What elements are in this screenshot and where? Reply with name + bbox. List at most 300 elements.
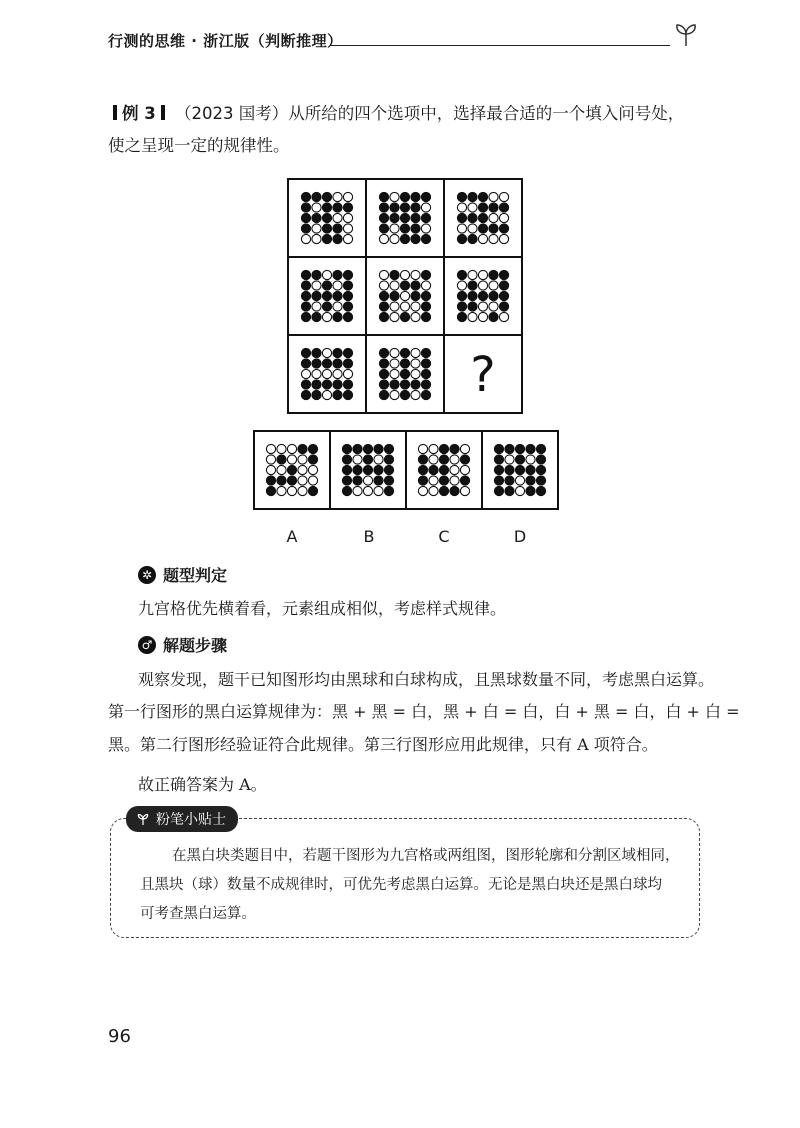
puzzle-cell-5-ball xyxy=(421,270,430,279)
puzzle-cell-4-ball xyxy=(322,312,331,321)
tip-text xyxy=(140,842,680,929)
puzzle-cell-6-ball xyxy=(457,312,466,321)
option-a-ball xyxy=(277,486,286,495)
puzzle-cell-5-ball xyxy=(411,291,420,300)
puzzle-cell-6-ball xyxy=(499,281,508,290)
puzzle-cell-3-ball xyxy=(457,213,466,222)
option-c-ball xyxy=(439,486,448,495)
tip-line-2: 且黑块（球）数量不成规律时，可优先考虑黑白运算。无论是黑白块还是黑白球均 xyxy=(140,877,662,893)
tip-label: 粉笔小贴士 xyxy=(156,812,226,828)
puzzle-cell-6-ball xyxy=(489,302,498,311)
puzzle-cell-4-ball xyxy=(312,291,321,300)
puzzle-cell-7-ball xyxy=(333,380,342,389)
option-a-ball xyxy=(287,444,296,453)
puzzle-cell-8-ball xyxy=(400,390,409,399)
puzzle-cell-3-ball xyxy=(478,213,487,222)
puzzle-cell-6-ball xyxy=(499,270,508,279)
option-a-ball xyxy=(308,444,317,453)
puzzle-cell-5-ball xyxy=(421,302,430,311)
puzzle-cell-7-ball xyxy=(301,380,310,389)
option-c-ball xyxy=(450,486,459,495)
option-d-ball xyxy=(494,455,503,464)
option-c-ball xyxy=(439,444,448,453)
tip-line-1: 在黑白块类题目中，若题干图形为九宫格或两组图，图形轮廓和分割区域相同， xyxy=(172,848,680,864)
puzzle-cell-7-ball xyxy=(312,390,321,399)
option-b-ball xyxy=(353,455,362,464)
option-c-ball xyxy=(460,465,469,474)
option-c-ball xyxy=(450,455,459,464)
puzzle-cell-5-ball xyxy=(379,302,388,311)
puzzle-cell-7-ball xyxy=(301,359,310,368)
puzzle-cell-6-ball xyxy=(468,312,477,321)
puzzle-cell-6-ball xyxy=(478,312,487,321)
steps-line-1: 观察发现，题干已知图形均由黑球和白球构成，且黑球数量不同，考虑黑白运算。 xyxy=(138,670,715,689)
puzzle-cell-1-ball xyxy=(343,234,352,243)
option-c-ball xyxy=(418,465,427,474)
option-d-ball xyxy=(515,455,524,464)
section-type-title: 题型判定 xyxy=(163,566,228,585)
option-a-ball xyxy=(287,476,296,485)
option-d-ball xyxy=(515,476,524,485)
options-row xyxy=(253,430,561,512)
puzzle-cell-1-ball xyxy=(301,224,310,233)
puzzle-cell-5-ball xyxy=(379,291,388,300)
option-a-ball xyxy=(277,465,286,474)
puzzle-cell-5-ball xyxy=(390,291,399,300)
puzzle-cell-8-ball xyxy=(411,369,420,378)
option-a-ball xyxy=(277,455,286,464)
option-b-ball xyxy=(353,444,362,453)
option-d-ball xyxy=(505,465,514,474)
puzzle-cell-3-ball xyxy=(468,224,477,233)
puzzle-cell-8-ball xyxy=(400,380,409,389)
steps-line-2: 第一行图形的黑白运算规律为：黑 + 黑 = 白，黑 + 白 = 白，白 + 黑 = 白，白 + 白 = xyxy=(108,702,740,721)
puzzle-cell-5-ball xyxy=(400,302,409,311)
option-b-ball xyxy=(374,465,383,474)
option-a-ball xyxy=(266,486,275,495)
option-c-ball xyxy=(460,455,469,464)
puzzle-cell-2-ball xyxy=(400,234,409,243)
puzzle-cell-7-ball xyxy=(312,380,321,389)
puzzle-cell-5-ball xyxy=(421,281,430,290)
option-d-ball xyxy=(526,455,535,464)
puzzle-cell-4-ball xyxy=(343,291,352,300)
example-question xyxy=(108,98,698,162)
puzzle-cell-3-ball xyxy=(468,213,477,222)
option-a-ball xyxy=(308,455,317,464)
option-b-ball xyxy=(353,465,362,474)
puzzle-cell-4-ball xyxy=(301,270,310,279)
puzzle-cell-8-ball xyxy=(411,359,420,368)
option-c-ball xyxy=(418,444,427,453)
option-b-ball xyxy=(342,455,351,464)
option-d-ball xyxy=(494,444,503,453)
puzzle-cell-8-ball xyxy=(390,380,399,389)
puzzle-cell-6-ball xyxy=(478,281,487,290)
puzzle-cell-4-ball xyxy=(322,270,331,279)
question-mark: ? xyxy=(470,347,496,403)
puzzle-cell-8-ball xyxy=(411,380,420,389)
puzzle-cell-8-ball xyxy=(421,348,430,357)
puzzle-cell-4-ball xyxy=(343,270,352,279)
puzzle-cell-8-ball xyxy=(390,390,399,399)
option-a-ball xyxy=(308,476,317,485)
option-d-ball xyxy=(515,465,524,474)
puzzle-cell-6-ball xyxy=(478,291,487,300)
puzzle-cell-2-ball xyxy=(390,234,399,243)
option-a-ball xyxy=(277,444,286,453)
option-a-ball xyxy=(308,486,317,495)
puzzle-cell-2-ball xyxy=(379,203,388,212)
puzzle-cell-7-ball xyxy=(322,348,331,357)
option-b-ball xyxy=(353,476,362,485)
option-d-ball xyxy=(494,476,503,485)
option-d-ball xyxy=(536,444,545,453)
option-d-ball xyxy=(515,486,524,495)
option-b-ball xyxy=(363,444,372,453)
puzzle-cell-1-ball xyxy=(312,192,321,201)
puzzle-cell-6-ball xyxy=(489,281,498,290)
puzzle-cell-2-ball xyxy=(421,234,430,243)
puzzle-cell-6-ball xyxy=(478,270,487,279)
option-b-ball xyxy=(342,476,351,485)
puzzle-cell-6-ball xyxy=(478,302,487,311)
option-d-ball xyxy=(494,486,503,495)
puzzle-cell-2-ball xyxy=(379,224,388,233)
puzzle-cell-1-ball xyxy=(333,224,342,233)
option-c-ball xyxy=(460,476,469,485)
puzzle-cell-6-ball xyxy=(499,302,508,311)
option-letter-b: B xyxy=(363,527,375,546)
puzzle-cell-6-ball xyxy=(468,281,477,290)
puzzle-cell-1-ball xyxy=(312,213,321,222)
puzzle-cell-3-ball xyxy=(499,192,508,201)
option-c-ball xyxy=(429,465,438,474)
puzzle-cell-7-ball xyxy=(322,380,331,389)
question-text-line2: 使之呈现一定的规律性。 xyxy=(108,136,290,155)
puzzle-cell-1-ball xyxy=(333,234,342,243)
puzzle-cell-4-ball xyxy=(333,270,342,279)
option-b-ball xyxy=(384,486,393,495)
option-c-ball xyxy=(429,455,438,464)
option-c-ball xyxy=(418,455,427,464)
puzzle-cell-1-ball xyxy=(322,224,331,233)
option-a-ball xyxy=(298,486,307,495)
option-a-ball xyxy=(266,455,275,464)
puzzle-cell-5-ball xyxy=(400,291,409,300)
puzzle-cell-6-ball xyxy=(468,291,477,300)
puzzle-cell-8-ball xyxy=(379,369,388,378)
puzzle-cell-1-ball xyxy=(301,234,310,243)
puzzle-cell-1-ball xyxy=(343,192,352,201)
option-b-ball xyxy=(342,465,351,474)
puzzle-cell-5-ball xyxy=(421,312,430,321)
puzzle-cell-3-ball xyxy=(468,203,477,212)
puzzle-cell-4-ball xyxy=(312,302,321,311)
puzzle-cell-8-ball xyxy=(421,359,430,368)
puzzle-cell-2-ball xyxy=(390,224,399,233)
option-b-ball xyxy=(384,465,393,474)
option-c-ball xyxy=(439,465,448,474)
option-d-ball xyxy=(505,476,514,485)
puzzle-cell-2-ball xyxy=(400,203,409,212)
puzzle-cell-3-ball xyxy=(457,224,466,233)
option-d-ball xyxy=(505,444,514,453)
option-b-ball xyxy=(363,465,372,474)
option-d-ball xyxy=(536,476,545,485)
answer-line: 故正确答案为 A。 xyxy=(138,775,267,794)
option-d-ball xyxy=(505,486,514,495)
puzzle-cell-1-ball xyxy=(322,192,331,201)
puzzle-cell-8-ball xyxy=(421,390,430,399)
option-d-ball xyxy=(505,455,514,464)
puzzle-cell-7-ball xyxy=(333,369,342,378)
puzzle-cell-4-ball xyxy=(301,281,310,290)
puzzle-cell-2-ball xyxy=(421,224,430,233)
puzzle-cell-2-ball xyxy=(379,213,388,222)
option-d-ball xyxy=(494,465,503,474)
puzzle-cell-8-ball xyxy=(411,348,420,357)
section-steps-title: 解题步骤 xyxy=(163,636,228,655)
puzzle-cell-1-ball xyxy=(301,203,310,212)
option-c-ball xyxy=(450,465,459,474)
puzzle-cell-8-ball xyxy=(390,348,399,357)
option-letter-c: C xyxy=(438,527,450,546)
puzzle-grid xyxy=(287,178,527,414)
option-a-ball xyxy=(277,476,286,485)
puzzle-cell-6-ball xyxy=(468,302,477,311)
option-d-ball xyxy=(526,476,535,485)
puzzle-cell-6-ball xyxy=(499,291,508,300)
section-steps-heading xyxy=(138,633,227,656)
gear-sun-icon: ✲ xyxy=(138,566,156,584)
option-c-ball xyxy=(429,486,438,495)
page-number: 96 xyxy=(108,1026,131,1047)
puzzle-cell-6-ball xyxy=(468,270,477,279)
option-d-ball xyxy=(526,465,535,474)
label-bar-left xyxy=(113,105,117,120)
puzzle-cell-7-ball xyxy=(322,390,331,399)
puzzle-cell-1-ball xyxy=(322,213,331,222)
puzzle-cell-4-ball xyxy=(312,281,321,290)
option-b-ball xyxy=(342,444,351,453)
puzzle-cell-1-ball xyxy=(312,234,321,243)
puzzle-cell-1-ball xyxy=(301,192,310,201)
option-b-ball xyxy=(374,455,383,464)
puzzle-cell-7-ball xyxy=(343,359,352,368)
puzzle-cell-3-ball xyxy=(478,192,487,201)
puzzle-cell-5-ball xyxy=(411,281,420,290)
option-b-ball xyxy=(353,486,362,495)
puzzle-cell-3-ball xyxy=(499,203,508,212)
puzzle-cell-4-ball xyxy=(301,291,310,300)
puzzle-cell-5-ball xyxy=(390,302,399,311)
option-b-ball xyxy=(363,455,372,464)
puzzle-cell-3-ball xyxy=(489,203,498,212)
puzzle-cell-4-ball xyxy=(333,302,342,311)
puzzle-cell-3-ball xyxy=(468,192,477,201)
puzzle-cell-2-ball xyxy=(421,192,430,201)
puzzle-cell-7-ball xyxy=(333,359,342,368)
section-type-text: 九宫格优先横着看，元素组成相似，考虑样式规律。 xyxy=(138,599,507,618)
option-a-ball xyxy=(266,465,275,474)
option-a-ball xyxy=(298,455,307,464)
puzzle-cell-7-ball xyxy=(312,348,321,357)
puzzle-cell-3-ball xyxy=(489,224,498,233)
puzzle-cell-2-ball xyxy=(421,213,430,222)
puzzle-cell-3-ball xyxy=(478,203,487,212)
puzzle-cell-2-ball xyxy=(390,192,399,201)
option-c-ball xyxy=(429,476,438,485)
option-a-ball xyxy=(298,465,307,474)
puzzle-cell-7-ball xyxy=(333,390,342,399)
puzzle-cell-2-ball xyxy=(400,224,409,233)
option-c-ball xyxy=(439,476,448,485)
puzzle-cell-2-ball xyxy=(411,213,420,222)
puzzle-cell-6-ball xyxy=(499,312,508,321)
puzzle-cell-2-ball xyxy=(390,213,399,222)
option-b-ball xyxy=(384,444,393,453)
puzzle-cell-7-ball xyxy=(343,380,352,389)
puzzle-cell-8-ball xyxy=(400,369,409,378)
option-b-ball xyxy=(374,444,383,453)
puzzle-cell-5-ball xyxy=(411,270,420,279)
puzzle-cell-7-ball xyxy=(343,390,352,399)
option-c-ball xyxy=(460,444,469,453)
puzzle-cell-2-ball xyxy=(379,192,388,201)
puzzle-cell-2-ball xyxy=(411,234,420,243)
steps-line-3: 黑。第二行图形经验证符合此规律。第三行图形应用此规律，只有 A 项符合。 xyxy=(108,735,658,754)
puzzle-cell-4-ball xyxy=(343,281,352,290)
puzzle-cell-4-ball xyxy=(322,302,331,311)
option-b-ball xyxy=(342,486,351,495)
puzzle-cell-7-ball xyxy=(322,359,331,368)
puzzle-cell-5-ball xyxy=(390,312,399,321)
puzzle-cell-8-ball xyxy=(379,390,388,399)
puzzle-cell-2-ball xyxy=(411,192,420,201)
puzzle-cell-5-ball xyxy=(390,281,399,290)
option-b-ball xyxy=(374,476,383,485)
puzzle-cell-1-ball xyxy=(333,192,342,201)
puzzle-cell-3-ball xyxy=(489,234,498,243)
puzzle-cell-8-ball xyxy=(421,369,430,378)
option-a-ball xyxy=(266,444,275,453)
puzzle-cell-7-ball xyxy=(312,359,321,368)
puzzle-cell-5-ball xyxy=(379,312,388,321)
puzzle-cell-6-ball xyxy=(457,291,466,300)
option-d-ball xyxy=(526,486,535,495)
option-c-ball xyxy=(450,444,459,453)
puzzle-cell-8-ball xyxy=(379,380,388,389)
puzzle-cell-1-ball xyxy=(333,203,342,212)
puzzle-cell-8-ball xyxy=(400,359,409,368)
option-d-ball xyxy=(536,455,545,464)
puzzle-cell-5-ball xyxy=(379,281,388,290)
puzzle-cell-4-ball xyxy=(301,312,310,321)
puzzle-cell-2-ball xyxy=(411,203,420,212)
puzzle-cell-7-ball xyxy=(343,348,352,357)
puzzle-cell-8-ball xyxy=(400,348,409,357)
puzzle-cell-5-ball xyxy=(390,270,399,279)
puzzle-cell-1-ball xyxy=(343,224,352,233)
puzzle-cell-6-ball xyxy=(457,270,466,279)
option-c-ball xyxy=(418,486,427,495)
puzzle-cell-6-ball xyxy=(457,302,466,311)
puzzle-cell-2-ball xyxy=(379,234,388,243)
question-text-line1: （2023 国考）从所给的四个选项中，选择最合适的一个填入问号处， xyxy=(174,104,685,123)
puzzle-cell-1-ball xyxy=(322,203,331,212)
puzzle-cell-5-ball xyxy=(379,270,388,279)
option-b-ball xyxy=(384,455,393,464)
puzzle-cell-3-ball xyxy=(457,203,466,212)
option-a-ball xyxy=(308,465,317,474)
puzzle-cell-8-ball xyxy=(390,369,399,378)
puzzle-cell-7-ball xyxy=(301,369,310,378)
sprout-icon xyxy=(672,20,700,48)
option-b-ball xyxy=(363,476,372,485)
puzzle-cell-1-ball xyxy=(333,213,342,222)
option-b-ball xyxy=(384,476,393,485)
puzzle-cell-8-ball xyxy=(379,348,388,357)
option-c-ball xyxy=(450,476,459,485)
header-rule xyxy=(330,45,670,46)
option-a-ball xyxy=(287,465,296,474)
option-a-ball xyxy=(266,476,275,485)
puzzle-cell-5-ball xyxy=(400,312,409,321)
option-letter-d: D xyxy=(513,527,527,546)
puzzle-cell-8-ball xyxy=(390,359,399,368)
puzzle-cell-3-ball xyxy=(468,234,477,243)
puzzle-cell-4-ball xyxy=(301,302,310,311)
puzzle-cell-3-ball xyxy=(499,224,508,233)
puzzle-cell-8-ball xyxy=(411,390,420,399)
option-c-ball xyxy=(460,486,469,495)
puzzle-cell-3-ball xyxy=(457,192,466,201)
puzzle-cell-3-ball xyxy=(478,234,487,243)
puzzle-cell-1-ball xyxy=(301,213,310,222)
puzzle-cell-1-ball xyxy=(312,224,321,233)
puzzle-cell-4-ball xyxy=(343,312,352,321)
puzzle-cell-3-ball xyxy=(489,192,498,201)
puzzle-cell-5-ball xyxy=(411,312,420,321)
puzzle-cell-3-ball xyxy=(478,224,487,233)
option-c-ball xyxy=(418,476,427,485)
puzzle-cell-2-ball xyxy=(421,203,430,212)
puzzle-cell-2-ball xyxy=(400,213,409,222)
puzzle-cell-4-ball xyxy=(322,291,331,300)
puzzle-cell-6-ball xyxy=(457,281,466,290)
option-a-ball xyxy=(287,455,296,464)
puzzle-cell-1-ball xyxy=(343,213,352,222)
puzzle-cell-7-ball xyxy=(312,369,321,378)
puzzle-cell-7-ball xyxy=(343,369,352,378)
puzzle-cell-3-ball xyxy=(457,234,466,243)
puzzle-cell-4-ball xyxy=(333,291,342,300)
puzzle-cell-3-ball xyxy=(489,213,498,222)
puzzle-cell-1-ball xyxy=(312,203,321,212)
puzzle-cell-5-ball xyxy=(411,302,420,311)
running-header: 行测的思维 · 浙江版（判断推理） xyxy=(108,32,343,50)
section-type-heading xyxy=(138,563,227,586)
option-letter-a: A xyxy=(286,527,298,546)
puzzle-cell-2-ball xyxy=(411,224,420,233)
puzzle-cell-1-ball xyxy=(343,203,352,212)
option-c-ball xyxy=(439,455,448,464)
option-c-ball xyxy=(429,444,438,453)
puzzle-cell-7-ball xyxy=(333,348,342,357)
puzzle-cell-7-ball xyxy=(301,390,310,399)
puzzle-cell-5-ball xyxy=(421,291,430,300)
